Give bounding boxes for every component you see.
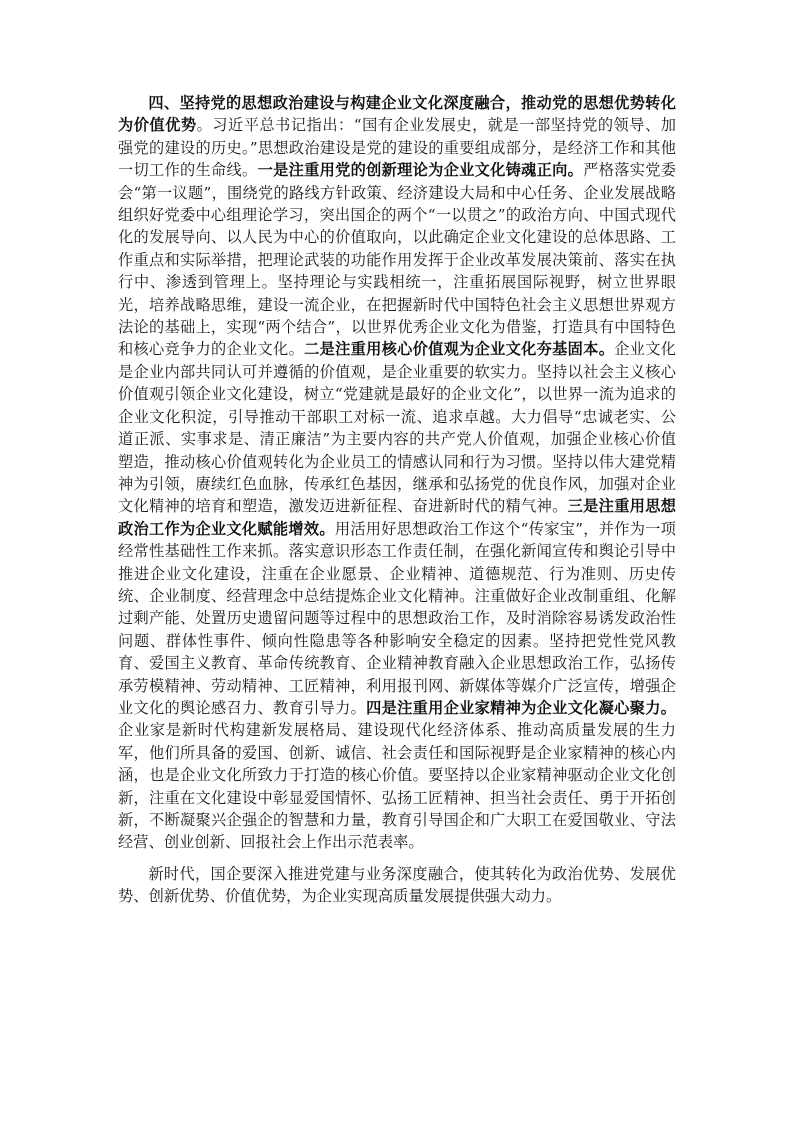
point-three-text: 用活用好思想政治工作这个“传家宝”，并作为一项经常性基础性工作来抓。落实意识形态工作责任制，在强化新闻宣传和舆论引导中推进企业文化建设，注重在企业愿景、企业精神、道德规范、行为准则、历史传统、企业制度、经营理念中总结提炼企业文化精神。注重做好企业改制重组、化解过剩产能、处置历史遗留问题等过程中的思想政治工作，及时消除容易诱发政治性问题、群体性事件、倾向性隐患等各种影响安全稳定的因素。坚持把党性党风教育、爱国主义教育、革命传统教育、企业精神教育融入企业思想政治工作，弘扬传承劳模精神、劳动精神、工匠精神，利用报刊网、新媒体等媒介广泛宣传，增强企业文化的舆论感召力、教育引导力。 — [118, 519, 676, 717]
point-four-title: 四是注重用企业家精神为企业文化凝心聚力。 — [366, 698, 676, 717]
point-two-title: 二是注重用核心价值观为企业文化夯基固本。 — [304, 340, 615, 359]
point-three-title: 三是注重用思想政治工作为企业文化赋能增效。 — [118, 497, 676, 538]
section-intro-text: 。习近平总书记指出：“国有企业发展史，就是一部坚持党的领导、加强党的建设的历史。”思想政治建设是党的建设的重要组成部分，是经济工作和其他一切工作的生命线。 — [118, 116, 676, 180]
conclusion-paragraph: 新时代，国企要深入推进党建与业务深度融合，使其转化为政治优势、发展优势、创新优势、价值优势，为企业实现高质量发展提供强大动力。 — [118, 864, 676, 906]
point-four-text: 企业家是新时代构建新发展格局、建设现代化经济体系、推动高质量发展的生力军，他们所具备的爱国、创新、诚信、社会责任和国际视野是企业家精神的核心内涵，也是企业文化所致力于打造的核心价值。要坚持以企业家精神驱动企业文化创新，注重在文化建设中彰显爱国情怀、弘扬工匠精神、担当社会责任、勇于开拓创新，不断凝聚兴企强企的智慧和力量，教育引导国企和广大职工在爱国敬业、守法经营、创业创新、回报社会上作出示范表率。 — [118, 721, 676, 852]
point-one-title: 一是注重用党的创新理论为企业文化铸魂正向。 — [257, 161, 584, 180]
point-two-text: 企业文化是企业内部共同认可并遵循的价值观，是企业重要的软实力。坚持以社会主义核心价值观引领企业文化建设，树立“党建就是最好的企业文化”，以世界一流为追求的企业文化积淀，引导推动干部职工对标一流、追求卓越。大力倡导“忠诚老实、公道正派、实事求是、清正廉洁”为主要内容的共产党人价值观，加强企业核心价值塑造，推动核心价值观转化为企业员工的情感认同和行为习惯。坚持以伟大建党精神为引领，赓续红色血脉，传承红色基因，继承和弘扬党的优良作风，加强对企业文化精神的培育和塑造，激发迈进新征程、奋进新时代的精气神。 — [118, 340, 677, 516]
point-one-text: 严格落实党委会“第一议题”，围绕党的路线方针政策、经济建设大局和中心任务、企业发展战略组织好党委中心组理论学习，突出国企的两个“一以贯之”的政治方向、中国式现代化的发展导向、以人民为中心的价值取向，以此确定企业文化建设的总体思路、工作重点和实际举措，把理论武装的功能作用发挥于企业改革发展决策前、落实在执行中、渗透到管理上。坚持理论与实践相统一，注重拓展国际视野，树立世界眼光，培养战略思维，建设一流企业，在把握新时代中国特色社会主义思想世界观方法论的基础上，实现“两个结合”，以世界优秀企业文化为借鉴，打造具有中国特色和核心竞争力的企业文化。 — [118, 161, 677, 359]
document-page — [118, 92, 676, 908]
section-four-paragraph — [118, 92, 676, 854]
section-heading: 四、坚持党的思想政治建设与构建企业文化深度融合，推动党的思想优势转化为价值优势 — [118, 94, 676, 135]
